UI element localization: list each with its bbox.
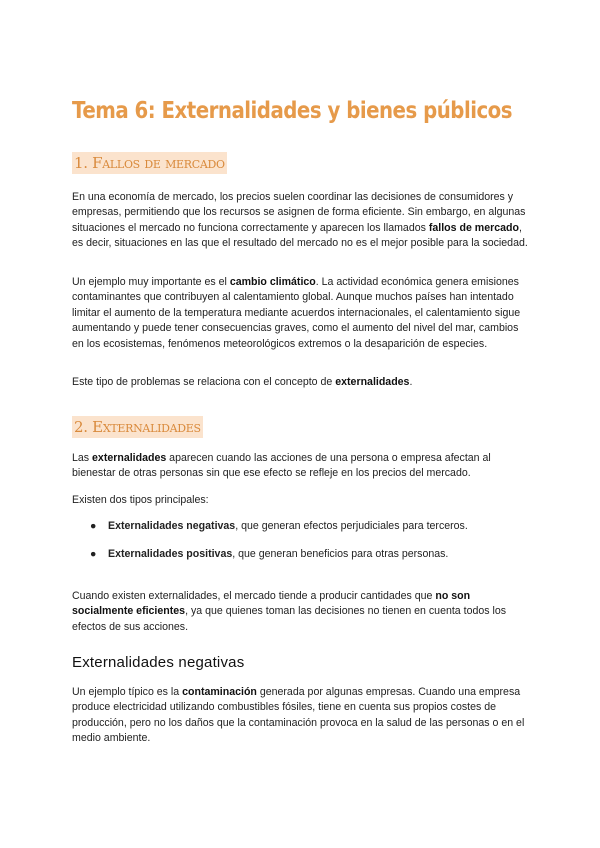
page-title: Tema 6: Externalidades y bienes públicos: [72, 98, 513, 124]
term-externalidades: externalidades: [335, 376, 410, 388]
paragraph-externalidades-link: Este tipo de problemas se relaciona con el concepto de externalidades.: [72, 376, 413, 388]
bullet-list-tipos: [72, 519, 532, 563]
term-fallos-de-mercado: fallos de mercado: [428, 221, 519, 234]
paragraph-eficiencia: Cuando existen externalidades, el mercado tiende a producir cantidades que no son socialmente eficientes, ya que quienes toman las decisiones no tienen en cuenta todos los efectos de sus acciones.: [72, 590, 507, 633]
term-externalidades-def: externalidades: [92, 452, 167, 464]
paragraph-contaminacion: Un ejemplo típico es la contaminación generada por algunas empresas. Cuando una empresa produce electricidad utilizando combustibles fósiles, tiene en cuenta sus propios costes de producción, pero no los daños que la contaminación provoca en la salud de las personas o en el medio ambiente.: [72, 686, 525, 745]
list-item: ● Externalidades negativas, que generan efectos perjudiciales para terceros.: [72, 519, 532, 534]
bullet-icon: ●: [90, 520, 97, 532]
section-heading-fallos: 1. Fallos de mercado: [74, 154, 225, 172]
subheading-externalidades-negativas: Externalidades negativas: [72, 654, 245, 671]
paragraph-externalidades-def: Las externalidades aparecen cuando las acciones de una persona o empresa afectan al bienestar de otras personas sin que ese efecto se refleje en los precios del mercado.: [72, 452, 491, 480]
paragraph-tipos: Existen dos tipos principales:: [72, 494, 209, 506]
paragraph-cambio-climatico: Un ejemplo muy importante es el cambio climático. La actividad económica genera emisiones contaminantes que contribuyen al calentamiento global. Aunque muchos países han intentado limitar el aumento de la temperatura mediante acuerdos internacionales, el calentamiento sigue aumentando y puede tener consecuencias graves, como el aumento del nivel del mar, cambios en los ecosistemas, fenómenos meteorológicos extremos o la desaparición de especies.: [72, 276, 521, 350]
term-cambio-climatico: cambio climático: [229, 276, 316, 288]
section-heading-externalidades: 2. Externalidades: [74, 418, 201, 436]
term-contaminacion: contaminación: [182, 686, 257, 698]
paragraph-fallos-intro: En una economía de mercado, los precios suelen coordinar las decisiones de consumidores y empresas, permitiendo que los recursos se asignen de forma eficiente. Sin embargo, en algunas situaciones el mercado no funciona correctamente y aparecen los llamados fallos de mercado, es decir, situaciones en las que el resultado del mercado no es el mejor posible para la sociedad.: [72, 191, 528, 250]
bullet-icon: ●: [90, 548, 97, 561]
list-item: ● Externalidades positivas, que generan beneficios para otras personas.: [72, 547, 532, 562]
term-no-socialmente-eficientes: no son socialmente eficientes: [72, 590, 471, 618]
